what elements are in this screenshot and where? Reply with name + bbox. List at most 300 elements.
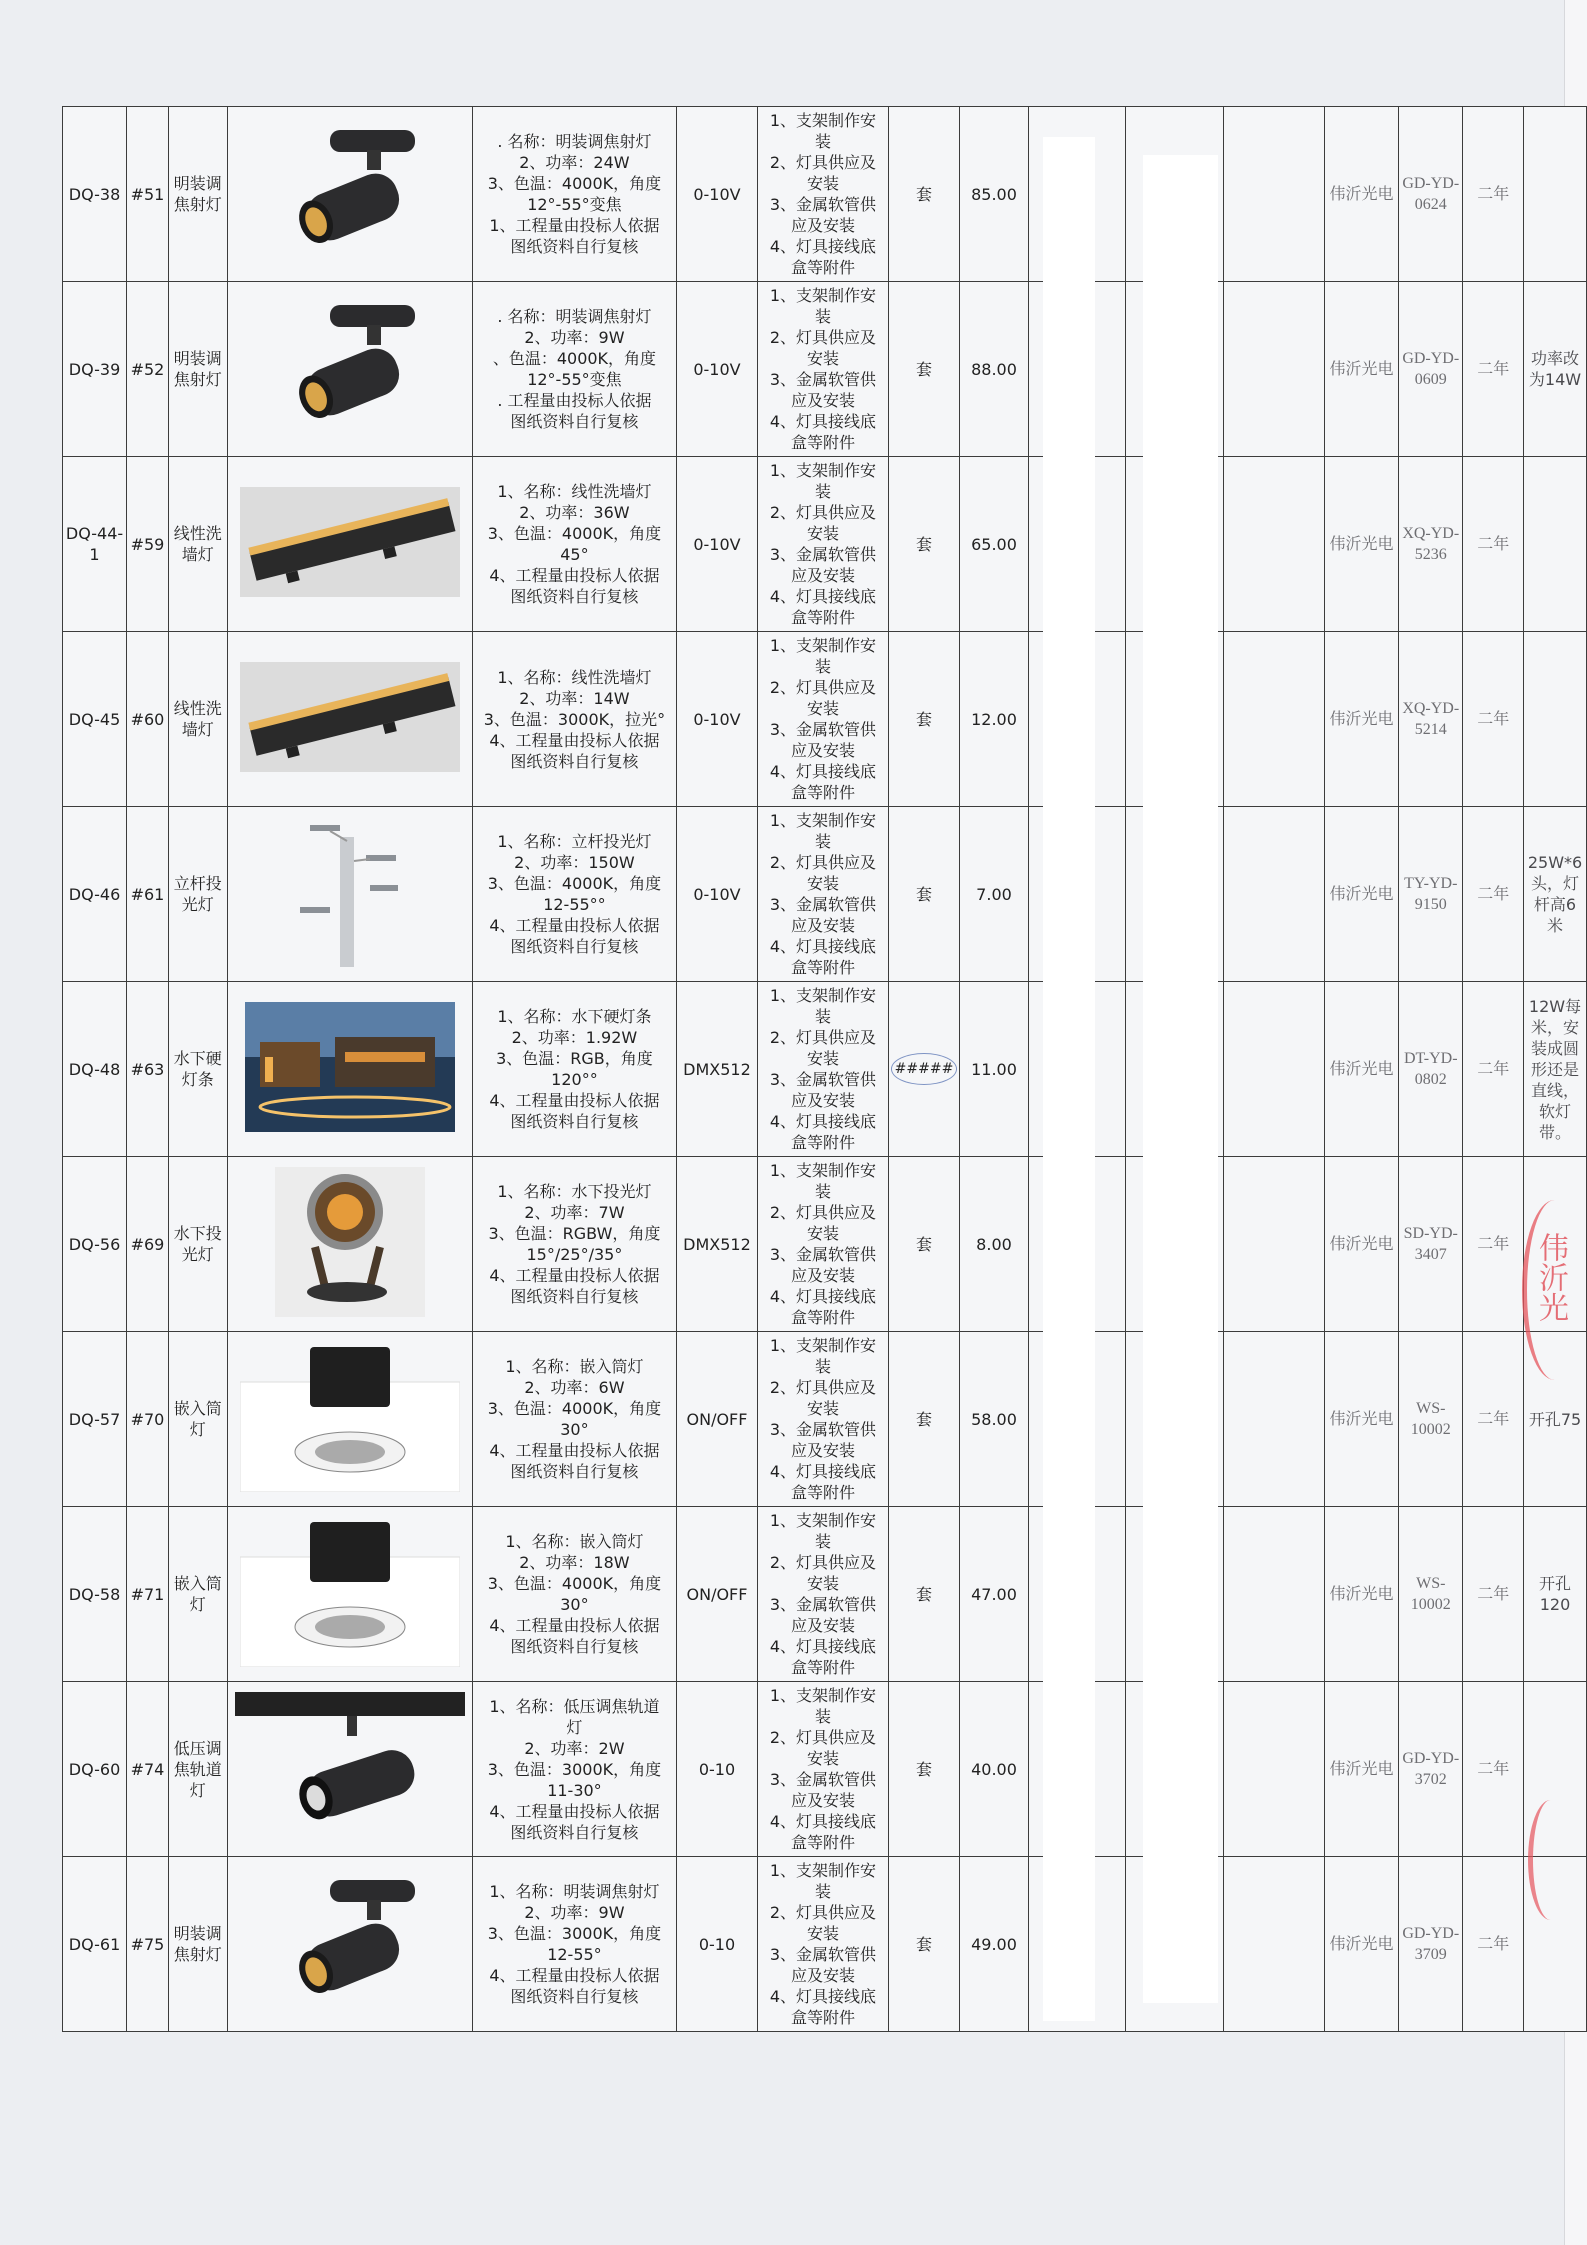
spec-line: 图纸资料自行复核 bbox=[510, 1987, 639, 2006]
spec-cell bbox=[473, 107, 676, 282]
scope-line: 1、支架制作安 bbox=[769, 1161, 877, 1180]
table-row bbox=[63, 1857, 1587, 2032]
item-number-cell: #59 bbox=[127, 457, 169, 632]
spec-line: 4、工程量由投标人依据 bbox=[489, 1441, 660, 1460]
warranty-cell: 二年 bbox=[1463, 1507, 1524, 1682]
control-type-cell: 0-10V bbox=[676, 107, 758, 282]
scope-line: 应及安装 bbox=[790, 1441, 855, 1460]
quantity-cell: 7.00 bbox=[960, 807, 1028, 982]
red-seal-arc-lower bbox=[1528, 1800, 1573, 1920]
scope-line: 安装 bbox=[806, 1399, 839, 1418]
scope-line: 3、金属软管供 bbox=[769, 1245, 877, 1264]
table-row bbox=[63, 632, 1587, 807]
spec-line: 2、功率：150W bbox=[514, 853, 635, 872]
scope-line: 2、灯具供应及 bbox=[769, 1028, 877, 1047]
fixture-name-cell: 线性洗墙灯 bbox=[168, 457, 227, 632]
item-number-cell: #74 bbox=[127, 1682, 169, 1857]
scope-line: 盒等附件 bbox=[790, 2008, 855, 2027]
fixture-name-cell: 嵌入筒灯 bbox=[168, 1507, 227, 1682]
scope-line: 装 bbox=[814, 1182, 831, 1201]
blank-cell bbox=[1224, 982, 1325, 1157]
unit-value: 套 bbox=[915, 1234, 932, 1254]
scope-line: 2、灯具供应及 bbox=[769, 1378, 877, 1397]
quantity-cell: 8.00 bbox=[960, 1157, 1028, 1332]
remark-cell: 25W*6头，灯杆高6米 bbox=[1524, 807, 1587, 982]
scope-line: 应及安装 bbox=[790, 566, 855, 585]
scope-line: 2、灯具供应及 bbox=[769, 1203, 877, 1222]
fixture-image-cell bbox=[227, 1857, 473, 2032]
spec-line: 3、色温：3000K，拉光° bbox=[483, 709, 666, 729]
scope-line: 应及安装 bbox=[790, 1616, 855, 1635]
warranty-cell: 二年 bbox=[1463, 1857, 1524, 2032]
item-number-cell: #71 bbox=[127, 1507, 169, 1682]
control-type-cell: 0-10 bbox=[676, 1682, 758, 1857]
spec-line: 4、工程量由投标人依据 bbox=[489, 1801, 660, 1821]
work-scope-cell bbox=[758, 107, 888, 282]
scope-line: 4、灯具接线底 bbox=[769, 762, 877, 781]
unit-cell bbox=[888, 282, 960, 457]
spec-line: 2、功率：2W bbox=[524, 1738, 625, 1758]
scope-line: 4、灯具接线底 bbox=[769, 937, 877, 956]
spec-line: 4、工程量由投标人依据 bbox=[489, 916, 660, 935]
spec-line: 1、工程量由投标人依据 bbox=[489, 216, 660, 235]
work-scope-cell bbox=[758, 1157, 888, 1332]
quantity-cell: 12.00 bbox=[960, 632, 1028, 807]
scope-line: 1、支架制作安 bbox=[769, 1336, 877, 1355]
table-row bbox=[63, 282, 1587, 457]
spec-line: 12-55° bbox=[547, 1945, 602, 1964]
control-type-cell: DMX512 bbox=[676, 982, 758, 1157]
spec-line: . 名称：明装调焦射灯 bbox=[497, 132, 652, 151]
model-cell: TY-YD-9150 bbox=[1399, 807, 1463, 982]
scope-line: 3、金属软管供 bbox=[769, 1945, 877, 1964]
fixture-image bbox=[230, 1002, 471, 1137]
unit-cell bbox=[888, 982, 960, 1157]
table-row bbox=[63, 1332, 1587, 1507]
scope-line: 1、支架制作安 bbox=[769, 461, 877, 480]
scope-line: 盒等附件 bbox=[790, 958, 855, 977]
scope-line: 安装 bbox=[806, 1049, 839, 1068]
scope-line: 3、金属软管供 bbox=[769, 1420, 877, 1439]
fixture-image bbox=[230, 487, 471, 602]
warranty-cell: 二年 bbox=[1463, 807, 1524, 982]
blank-cell bbox=[1224, 457, 1325, 632]
scope-line: 装 bbox=[814, 132, 831, 151]
spec-line: 45° bbox=[560, 545, 589, 564]
unit-value: 套 bbox=[915, 1934, 932, 1954]
spec-line: 12°-55°变焦 bbox=[527, 195, 622, 214]
brand-cell: 伟沂光电 bbox=[1324, 457, 1398, 632]
spec-line: 3、色温：4000K，角度 bbox=[487, 1574, 662, 1593]
spec-line: 3、色温：3000K，角度 bbox=[487, 1759, 662, 1779]
scope-line: 盒等附件 bbox=[790, 1833, 855, 1852]
scope-line: 2、灯具供应及 bbox=[769, 678, 877, 697]
table-row bbox=[63, 1682, 1587, 1857]
fixture-image bbox=[230, 1167, 471, 1322]
spec-line: 4、工程量由投标人依据 bbox=[489, 1966, 660, 1985]
scope-line: 1、支架制作安 bbox=[769, 1861, 877, 1880]
blank-cell bbox=[1224, 282, 1325, 457]
scope-line: 1、支架制作安 bbox=[769, 286, 877, 305]
fixture-image bbox=[230, 662, 471, 777]
scope-line: 2、灯具供应及 bbox=[769, 1728, 877, 1747]
scope-line: 装 bbox=[814, 1357, 831, 1376]
scope-line: 安装 bbox=[806, 874, 839, 893]
item-code-cell: DQ-58 bbox=[63, 1507, 127, 1682]
warranty-cell: 二年 bbox=[1463, 632, 1524, 807]
scope-line: 4、灯具接线底 bbox=[769, 1812, 877, 1831]
remark-cell bbox=[1524, 107, 1587, 282]
spec-line: 3、色温：4000K，角度 bbox=[487, 874, 662, 893]
warranty-cell: 二年 bbox=[1463, 457, 1524, 632]
spec-line: 3、色温：4000K，角度 bbox=[487, 174, 662, 193]
work-scope-cell bbox=[758, 282, 888, 457]
scope-line: 3、金属软管供 bbox=[769, 720, 877, 739]
scope-line: 2、灯具供应及 bbox=[769, 503, 877, 522]
control-type-cell: 0-10V bbox=[676, 282, 758, 457]
item-number-cell: #60 bbox=[127, 632, 169, 807]
spec-line: 图纸资料自行复核 bbox=[510, 587, 639, 606]
spec-line: 1、名称：嵌入筒灯 bbox=[505, 1532, 644, 1551]
item-code-cell: DQ-60 bbox=[63, 1682, 127, 1857]
spec-line: 图纸资料自行复核 bbox=[510, 1462, 639, 1481]
scope-line: 安装 bbox=[806, 349, 839, 368]
spec-line: 1、名称：线性洗墙灯 bbox=[497, 667, 652, 687]
quantity-cell: 40.00 bbox=[960, 1682, 1028, 1857]
spec-line: 2、功率：7W bbox=[524, 1203, 625, 1222]
scope-line: 3、金属软管供 bbox=[769, 195, 877, 214]
scope-line: 1、支架制作安 bbox=[769, 1686, 877, 1705]
remark-cell bbox=[1524, 632, 1587, 807]
spec-line: 2、功率：6W bbox=[524, 1378, 625, 1397]
fixture-image bbox=[230, 1692, 471, 1847]
remark-cell: 功率改为14W bbox=[1524, 282, 1587, 457]
spec-line: 图纸资料自行复核 bbox=[510, 1287, 639, 1306]
spec-line: 30° bbox=[560, 1595, 589, 1614]
fixture-image bbox=[230, 1517, 471, 1672]
spec-line: 图纸资料自行复核 bbox=[510, 751, 639, 771]
spec-cell bbox=[473, 1857, 676, 2032]
spec-line: 11-30° bbox=[547, 1780, 602, 1800]
spec-line: 120°° bbox=[551, 1070, 598, 1089]
spec-line: 30° bbox=[560, 1420, 589, 1439]
spec-line: 1、名称：线性洗墙灯 bbox=[497, 482, 652, 501]
fixture-image bbox=[230, 817, 471, 972]
blank-cell bbox=[1224, 1857, 1325, 2032]
unit-value: 套 bbox=[915, 1409, 932, 1429]
brand-cell: 伟沂光电 bbox=[1324, 1857, 1398, 2032]
remark-cell: 开孔75 bbox=[1524, 1332, 1587, 1507]
model-cell: WS-10002 bbox=[1399, 1507, 1463, 1682]
spec-line: 3、色温：3000K，角度 bbox=[487, 1924, 662, 1943]
table-row bbox=[63, 1507, 1587, 1682]
scope-line: 应及安装 bbox=[790, 916, 855, 935]
control-type-cell: DMX512 bbox=[676, 1157, 758, 1332]
quantity-cell: 11.00 bbox=[960, 982, 1028, 1157]
fixture-image-cell bbox=[227, 1507, 473, 1682]
spec-line: 2、功率：9W bbox=[524, 328, 625, 347]
scope-line: 4、灯具接线底 bbox=[769, 237, 877, 256]
scope-line: 应及安装 bbox=[790, 741, 855, 760]
spec-line: 2、功率：14W bbox=[519, 688, 630, 708]
brand-cell: 伟沂光电 bbox=[1324, 982, 1398, 1157]
item-code-cell: DQ-45 bbox=[63, 632, 127, 807]
warranty-cell: 二年 bbox=[1463, 107, 1524, 282]
spec-line: 灯 bbox=[566, 1717, 583, 1737]
scope-line: 4、灯具接线底 bbox=[769, 1637, 877, 1656]
spec-line: 图纸资料自行复核 bbox=[510, 937, 639, 956]
scope-line: 2、灯具供应及 bbox=[769, 153, 877, 172]
spec-line: 3、色温：RGB，角度 bbox=[496, 1049, 653, 1068]
scope-line: 盒等附件 bbox=[790, 258, 855, 277]
model-cell: DT-YD-0802 bbox=[1399, 982, 1463, 1157]
item-number-cell: #75 bbox=[127, 1857, 169, 2032]
scope-line: 4、灯具接线底 bbox=[769, 1112, 877, 1131]
quantity-cell: 65.00 bbox=[960, 457, 1028, 632]
fixture-name-cell: 水下硬灯条 bbox=[168, 982, 227, 1157]
spec-line: 图纸资料自行复核 bbox=[510, 1637, 639, 1656]
control-type-cell: 0-10 bbox=[676, 1857, 758, 2032]
spec-cell bbox=[473, 807, 676, 982]
brand-cell: 伟沂光电 bbox=[1324, 632, 1398, 807]
fixture-name-cell: 嵌入筒灯 bbox=[168, 1332, 227, 1507]
spec-line: 2、功率：36W bbox=[519, 503, 630, 522]
spec-line: 12°-55°变焦 bbox=[527, 370, 622, 389]
warranty-cell: 二年 bbox=[1463, 1332, 1524, 1507]
item-number-cell: #52 bbox=[127, 282, 169, 457]
red-seal-text: 伟沂光 bbox=[1533, 1232, 1568, 1322]
item-code-cell: DQ-48 bbox=[63, 982, 127, 1157]
unit-value: 套 bbox=[915, 534, 932, 554]
scope-line: 安装 bbox=[806, 1574, 839, 1593]
spec-line: 1、名称：水下投光灯 bbox=[497, 1182, 652, 1201]
fixture-image bbox=[230, 1872, 471, 2017]
unit-value: 套 bbox=[915, 709, 932, 729]
fixture-image-cell bbox=[227, 457, 473, 632]
item-number-cell: #51 bbox=[127, 107, 169, 282]
scope-line: 盒等附件 bbox=[790, 783, 855, 802]
work-scope-cell bbox=[758, 1682, 888, 1857]
item-code-cell: DQ-61 bbox=[63, 1857, 127, 2032]
scope-line: 4、灯具接线底 bbox=[769, 412, 877, 431]
scope-line: 盒等附件 bbox=[790, 608, 855, 627]
spec-cell bbox=[473, 282, 676, 457]
scope-line: 应及安装 bbox=[790, 1091, 855, 1110]
control-type-cell: 0-10V bbox=[676, 457, 758, 632]
scope-line: 4、灯具接线底 bbox=[769, 1462, 877, 1481]
table-row bbox=[63, 807, 1587, 982]
fixture-image-cell bbox=[227, 1157, 473, 1332]
spec-line: 2、功率：1.92W bbox=[511, 1028, 638, 1047]
unit-cell bbox=[888, 807, 960, 982]
unit-cell bbox=[888, 1857, 960, 2032]
unit-cell bbox=[888, 632, 960, 807]
scope-line: 安装 bbox=[806, 1224, 839, 1243]
spec-line: 1、名称：水下硬灯条 bbox=[497, 1007, 652, 1026]
fixture-image bbox=[230, 1342, 471, 1497]
item-number-cell: #61 bbox=[127, 807, 169, 982]
fixture-image bbox=[230, 122, 471, 267]
item-code-cell: DQ-38 bbox=[63, 107, 127, 282]
spec-line: 4、工程量由投标人依据 bbox=[489, 566, 660, 585]
scope-line: 盒等附件 bbox=[790, 433, 855, 452]
fixture-name-cell: 明装调焦射灯 bbox=[168, 107, 227, 282]
scope-line: 装 bbox=[814, 482, 831, 501]
brand-cell: 伟沂光电 bbox=[1324, 807, 1398, 982]
spec-cell bbox=[473, 1682, 676, 1857]
scope-line: 装 bbox=[814, 1882, 831, 1901]
scope-line: 2、灯具供应及 bbox=[769, 1903, 877, 1922]
scope-line: 装 bbox=[814, 1007, 831, 1026]
item-code-cell: DQ-39 bbox=[63, 282, 127, 457]
model-cell: XQ-YD-5236 bbox=[1399, 457, 1463, 632]
warranty-cell: 二年 bbox=[1463, 1682, 1524, 1857]
scope-line: 4、灯具接线底 bbox=[769, 1987, 877, 2006]
scope-line: 1、支架制作安 bbox=[769, 1511, 877, 1530]
scope-line: 盒等附件 bbox=[790, 1483, 855, 1502]
scope-line: 4、灯具接线底 bbox=[769, 587, 877, 606]
brand-cell: 伟沂光电 bbox=[1324, 107, 1398, 282]
fixture-image-cell bbox=[227, 982, 473, 1157]
warranty-cell: 二年 bbox=[1463, 982, 1524, 1157]
warranty-cell: 二年 bbox=[1463, 282, 1524, 457]
scope-line: 装 bbox=[814, 307, 831, 326]
spec-cell bbox=[473, 1507, 676, 1682]
item-code-cell: DQ-56 bbox=[63, 1157, 127, 1332]
fixture-name-cell: 明装调焦射灯 bbox=[168, 282, 227, 457]
model-cell: WS-10002 bbox=[1399, 1332, 1463, 1507]
blank-cell bbox=[1224, 1682, 1325, 1857]
fixture-image-cell bbox=[227, 807, 473, 982]
scope-line: 3、金属软管供 bbox=[769, 545, 877, 564]
unit-cell bbox=[888, 1507, 960, 1682]
scope-line: 1、支架制作安 bbox=[769, 811, 877, 830]
work-scope-cell bbox=[758, 1507, 888, 1682]
spec-line: 12-55°° bbox=[543, 895, 606, 914]
spec-line: 图纸资料自行复核 bbox=[510, 412, 639, 431]
quantity-cell: 49.00 bbox=[960, 1857, 1028, 2032]
fixture-name-cell: 低压调焦轨道灯 bbox=[168, 1682, 227, 1857]
unit-value: 套 bbox=[915, 884, 932, 904]
item-code-cell: DQ-44-1 bbox=[63, 457, 127, 632]
unit-value: ##### bbox=[891, 1053, 958, 1085]
remark-cell: 12W每米，安装成圆形还是直线，软灯带。 bbox=[1524, 982, 1587, 1157]
scope-line: 应及安装 bbox=[790, 1266, 855, 1285]
quantity-cell: 85.00 bbox=[960, 107, 1028, 282]
fixture-image-cell bbox=[227, 282, 473, 457]
scope-line: 安装 bbox=[806, 1749, 839, 1768]
fixture-name-cell: 立杆投光灯 bbox=[168, 807, 227, 982]
scope-line: 3、金属软管供 bbox=[769, 1595, 877, 1614]
table-row bbox=[63, 457, 1587, 632]
fixture-image bbox=[230, 297, 471, 442]
item-number-cell: #63 bbox=[127, 982, 169, 1157]
spec-line: 1、名称：低压调焦轨道 bbox=[489, 1696, 660, 1716]
scope-line: 装 bbox=[814, 832, 831, 851]
unit-cell bbox=[888, 1682, 960, 1857]
spec-line: 2、功率：18W bbox=[519, 1553, 630, 1572]
spec-line: 图纸资料自行复核 bbox=[510, 1112, 639, 1131]
scope-line: 应及安装 bbox=[790, 1791, 855, 1810]
scope-line: 2、灯具供应及 bbox=[769, 328, 877, 347]
spec-line: 、色温：4000K，角度 bbox=[492, 349, 657, 368]
spec-line: 4、工程量由投标人依据 bbox=[489, 1091, 660, 1110]
fixture-image-cell bbox=[227, 107, 473, 282]
control-type-cell: ON/OFF bbox=[676, 1332, 758, 1507]
spec-line: 2、功率：24W bbox=[519, 153, 630, 172]
brand-cell: 伟沂光电 bbox=[1324, 1332, 1398, 1507]
model-cell: GD-YD-0624 bbox=[1399, 107, 1463, 282]
scope-line: 应及安装 bbox=[790, 216, 855, 235]
item-code-cell: DQ-46 bbox=[63, 807, 127, 982]
scope-line: 3、金属软管供 bbox=[769, 1770, 877, 1789]
spec-line: 1、名称：嵌入筒灯 bbox=[505, 1357, 644, 1376]
spec-line: 4、工程量由投标人依据 bbox=[489, 1616, 660, 1635]
blank-cell bbox=[1224, 107, 1325, 282]
brand-cell: 伟沂光电 bbox=[1324, 1682, 1398, 1857]
item-number-cell: #69 bbox=[127, 1157, 169, 1332]
scope-line: 2、灯具供应及 bbox=[769, 853, 877, 872]
scope-line: 应及安装 bbox=[790, 1966, 855, 1985]
model-cell: GD-YD-3709 bbox=[1399, 1857, 1463, 2032]
scope-line: 装 bbox=[814, 1707, 831, 1726]
spec-line: 3、色温：4000K，角度 bbox=[487, 524, 662, 543]
control-type-cell: 0-10V bbox=[676, 632, 758, 807]
quantity-cell: 58.00 bbox=[960, 1332, 1028, 1507]
scope-line: 盒等附件 bbox=[790, 1133, 855, 1152]
unit-cell bbox=[888, 457, 960, 632]
work-scope-cell bbox=[758, 457, 888, 632]
table-row bbox=[63, 107, 1587, 282]
remark-cell: 开孔120 bbox=[1524, 1507, 1587, 1682]
unit-value: 套 bbox=[915, 184, 932, 204]
scope-line: 安装 bbox=[806, 524, 839, 543]
spec-line: 4、工程量由投标人依据 bbox=[489, 730, 660, 750]
work-scope-cell bbox=[758, 807, 888, 982]
work-scope-cell bbox=[758, 1332, 888, 1507]
model-cell: XQ-YD-5214 bbox=[1399, 632, 1463, 807]
spec-cell bbox=[473, 457, 676, 632]
remark-cell bbox=[1524, 457, 1587, 632]
fixture-image-cell bbox=[227, 1332, 473, 1507]
scope-line: 2、灯具供应及 bbox=[769, 1553, 877, 1572]
spec-line: 15°/25°/35° bbox=[526, 1245, 623, 1264]
scope-line: 3、金属软管供 bbox=[769, 370, 877, 389]
scope-line: 安装 bbox=[806, 699, 839, 718]
scope-line: 3、金属软管供 bbox=[769, 1070, 877, 1089]
work-scope-cell bbox=[758, 1857, 888, 2032]
unit-cell bbox=[888, 1157, 960, 1332]
spec-cell bbox=[473, 1332, 676, 1507]
table-row bbox=[63, 1157, 1587, 1332]
model-cell: SD-YD-3407 bbox=[1399, 1157, 1463, 1332]
model-cell: GD-YD-0609 bbox=[1399, 282, 1463, 457]
blank-cell bbox=[1224, 632, 1325, 807]
warranty-cell: 二年 bbox=[1463, 1157, 1524, 1332]
item-code-cell: DQ-57 bbox=[63, 1332, 127, 1507]
scope-line: 4、灯具接线底 bbox=[769, 1287, 877, 1306]
unit-value: 套 bbox=[915, 1584, 932, 1604]
scope-line: 盒等附件 bbox=[790, 1308, 855, 1327]
spec-line: 图纸资料自行复核 bbox=[510, 1822, 639, 1842]
scope-line: 安装 bbox=[806, 1924, 839, 1943]
scope-line: 装 bbox=[814, 1532, 831, 1551]
work-scope-cell bbox=[758, 982, 888, 1157]
blank-cell bbox=[1224, 1157, 1325, 1332]
spec-cell bbox=[473, 632, 676, 807]
spec-line: 4、工程量由投标人依据 bbox=[489, 1266, 660, 1285]
spec-line: 1、名称：立杆投光灯 bbox=[497, 832, 652, 851]
